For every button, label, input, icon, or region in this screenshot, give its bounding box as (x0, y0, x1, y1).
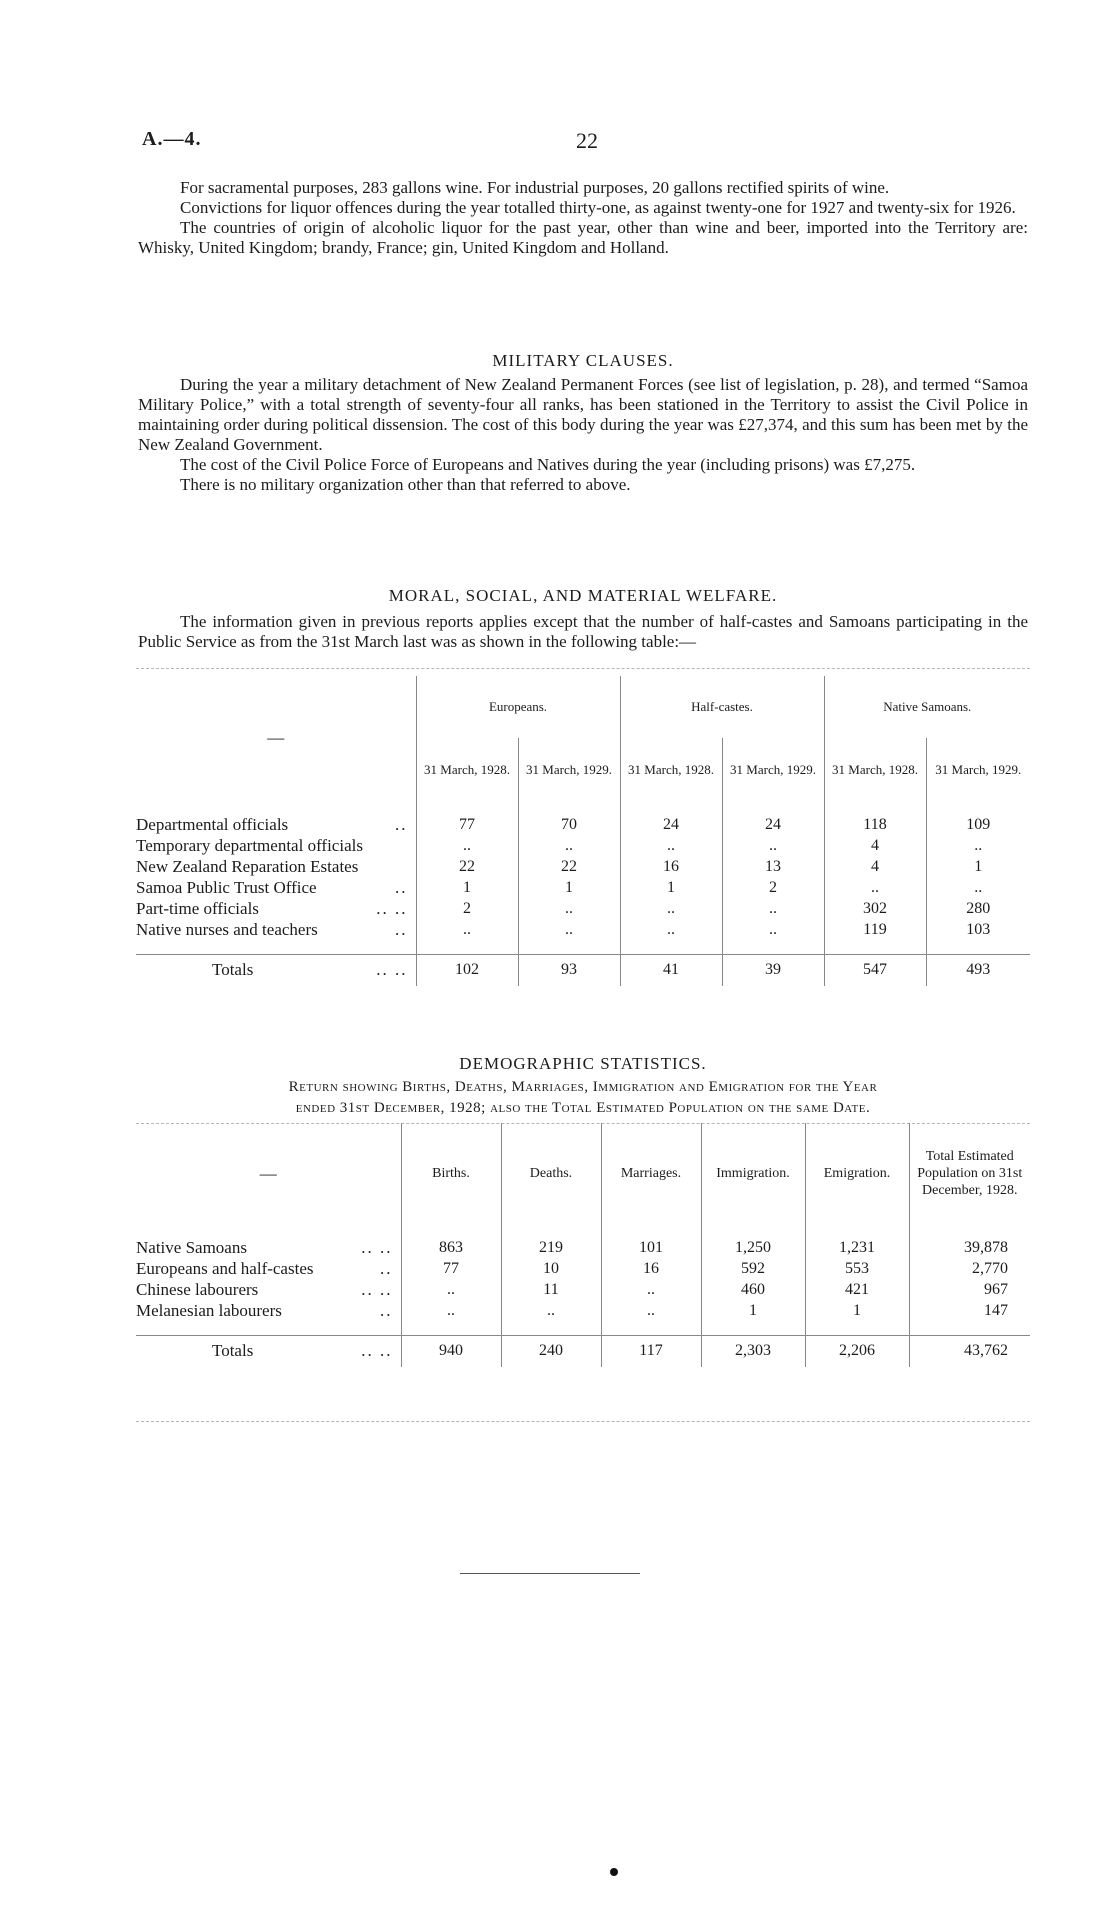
table-cell: 863 (401, 1237, 501, 1258)
row-label: Native nurses and teachers .. (136, 919, 408, 939)
column-header-marriages: Marriages. (601, 1123, 701, 1223)
total-cell: 43,762 (909, 1335, 1030, 1367)
table-cell: .. (722, 835, 824, 856)
table-cell: 1,231 (805, 1237, 909, 1258)
table-row (136, 814, 1030, 835)
table-cell: 119 (824, 919, 926, 940)
table-stub-header: — (259, 1163, 277, 1183)
table-cell: 39,878 (909, 1237, 1030, 1258)
table-row (136, 877, 1030, 898)
table-cell: 421 (805, 1279, 909, 1300)
table-row (136, 835, 1030, 856)
total-cell: 2,206 (805, 1335, 909, 1367)
dot-mark (610, 1868, 618, 1876)
demographic-heading: DEMOGRAPHIC STATISTICS. (459, 1054, 707, 1073)
table-cell: 13 (722, 856, 824, 877)
row-label: Chinese labourers .. .. (136, 1279, 393, 1299)
military-heading: MILITARY CLAUSES. (492, 351, 674, 370)
total-cell: 240 (501, 1335, 601, 1367)
table-cell: .. (722, 898, 824, 919)
table-cell: 2 (722, 877, 824, 898)
table-cell: 103 (926, 919, 1030, 940)
total-cell: 117 (601, 1335, 701, 1367)
row-label: Temporary departmental officials (136, 835, 363, 855)
column-header-total-population: Total Estimated Population on 31st December, 1928. (909, 1123, 1030, 1223)
table-cell: 592 (701, 1258, 805, 1279)
column-header: 31 March, 1928. (824, 738, 926, 800)
totals-label: Totals .. .. (136, 1335, 401, 1367)
total-cell: 102 (416, 954, 518, 986)
column-header: 31 March, 1928. (416, 738, 518, 800)
table-cell: 118 (824, 814, 926, 835)
table-cell: 24 (620, 814, 722, 835)
demo-table-bottom-rule (136, 1421, 1030, 1422)
table-cell: 4 (824, 856, 926, 877)
table-cell: 109 (926, 814, 1030, 835)
column-header: 31 March, 1929. (722, 738, 824, 800)
table-stub-header: — (267, 728, 285, 747)
table-cell: 101 (601, 1237, 701, 1258)
page-number: 22 (576, 128, 598, 153)
paragraph-military-detachment: During the year a military detachment of New Zealand Permanent Forces (see list of legislation, p. 28), and termed “Samoa Military Police,” with a total strength of seventy-four all ranks, has been stationed in the Territory to assist the Civil Police in maintaining order during political dissension. The cost of this body during the year was £27,374, and this sum has been met by the New Zealand Government. (138, 375, 1028, 454)
demographic-table (136, 1123, 1030, 1367)
demographic-subheading-line1: Return showing Births, Deaths, Marriages, Immigration and Emigration for the Year (288, 1079, 878, 1095)
total-cell: 93 (518, 954, 620, 986)
table-cell: 11 (501, 1279, 601, 1300)
table-cell: 2,770 (909, 1258, 1030, 1279)
paragraph-welfare-info: The information given in previous reports applies except that the number of half-castes and Samoans participating in the Public Service as from the 31st March last was as shown in the following table:— (138, 612, 1028, 651)
table-row (136, 1258, 1030, 1279)
row-label: Native Samoans .. .. (136, 1237, 393, 1257)
welfare-heading: MORAL, SOCIAL, AND MATERIAL WELFARE. (388, 586, 778, 605)
table-cell: .. (518, 835, 620, 856)
totals-label: Totals .. .. (136, 954, 416, 986)
table-cell: 70 (518, 814, 620, 835)
table-cell: 77 (401, 1258, 501, 1279)
table-cell: .. (601, 1279, 701, 1300)
table-cell: .. (518, 898, 620, 919)
table-cell: .. (518, 919, 620, 940)
group-header-native-samoans: Native Samoans. (824, 676, 1030, 738)
total-cell: 493 (926, 954, 1030, 986)
total-cell: 39 (722, 954, 824, 986)
column-header-deaths: Deaths. (501, 1123, 601, 1223)
paragraph-civil-police: The cost of the Civil Police Force of Europeans and Natives during the year (including prisons) was £7,275. (180, 455, 916, 474)
table-cell: 553 (805, 1258, 909, 1279)
table-cell: 2 (416, 898, 518, 919)
table-row (136, 1300, 1030, 1321)
table-cell: 147 (909, 1300, 1030, 1321)
table-cell: .. (620, 919, 722, 940)
total-cell: 2,303 (701, 1335, 805, 1367)
table-row (136, 856, 1030, 877)
table-cell: .. (416, 835, 518, 856)
group-header-europeans: Europeans. (416, 676, 620, 738)
paragraph-sacramental: For sacramental purposes, 283 gallons wine. For industrial purposes, 20 gallons rectified spirits of wine. (180, 178, 890, 197)
totals-row (136, 1335, 1030, 1367)
total-cell: 41 (620, 954, 722, 986)
table-cell: .. (401, 1300, 501, 1321)
table-cell: 280 (926, 898, 1030, 919)
table-cell: 1 (416, 877, 518, 898)
group-header-half-castes: Half-castes. (620, 676, 824, 738)
table-cell: .. (926, 835, 1030, 856)
table-cell: 967 (909, 1279, 1030, 1300)
column-header: 31 March, 1929. (926, 738, 1030, 800)
row-label: Departmental officials .. (136, 814, 408, 834)
table-cell: 219 (501, 1237, 601, 1258)
row-label: Europeans and half-castes .. (136, 1258, 393, 1278)
table-cell: 1 (805, 1300, 909, 1321)
table-cell: .. (601, 1300, 701, 1321)
table-cell: 1 (518, 877, 620, 898)
welfare-text (138, 612, 1028, 652)
table-cell: 460 (701, 1279, 805, 1300)
closing-rule (460, 1573, 640, 1574)
column-header-emigration: Emigration. (805, 1123, 909, 1223)
table-cell: 1 (926, 856, 1030, 877)
table-row (136, 898, 1030, 919)
table-cell: .. (620, 835, 722, 856)
demographic-subheading-line2: ended 31st December, 1928; also the Total Estimated Population on the same Date. (295, 1100, 871, 1116)
table-cell: .. (926, 877, 1030, 898)
row-label: Samoa Public Trust Office .. (136, 877, 408, 897)
table-cell: 4 (824, 835, 926, 856)
table-cell: 16 (601, 1258, 701, 1279)
table-cell: .. (620, 898, 722, 919)
paragraph-no-organization: There is no military organization other than that referred to above. (180, 475, 631, 494)
military-text (138, 375, 1028, 495)
total-cell: 940 (401, 1335, 501, 1367)
table-cell: .. (416, 919, 518, 940)
table-cell: 16 (620, 856, 722, 877)
table-cell: 22 (518, 856, 620, 877)
table-cell: 24 (722, 814, 824, 835)
column-header-births: Births. (401, 1123, 501, 1223)
document-code: A.—4. (142, 128, 202, 150)
table-cell: 1 (620, 877, 722, 898)
totals-row (136, 954, 1030, 986)
row-label: New Zealand Reparation Estates (136, 856, 359, 876)
table-cell: 10 (501, 1258, 601, 1279)
table-cell: 302 (824, 898, 926, 919)
paragraph-liquor-origins: The countries of origin of alcoholic liquor for the past year, other than wine and beer, imported into the Territory are: Whisky, United Kingdom; brandy, France; gin, United Kingdom and Holland. (138, 218, 1028, 257)
table-cell: .. (401, 1279, 501, 1300)
table-cell: 1 (701, 1300, 805, 1321)
paragraph-convictions: Convictions for liquor offences during the year totalled thirty-one, as against twenty-one for 1927 and twenty-six for 1926. (180, 198, 1016, 217)
column-header: 31 March, 1929. (518, 738, 620, 800)
table-cell: .. (501, 1300, 601, 1321)
total-cell: 547 (824, 954, 926, 986)
public-service-table (136, 676, 1030, 986)
table-cell: 77 (416, 814, 518, 835)
column-header: 31 March, 1928. (620, 738, 722, 800)
table-top-rule (136, 668, 1030, 669)
table-cell: .. (722, 919, 824, 940)
row-label: Melanesian labourers .. (136, 1300, 393, 1320)
column-header-immigration: Immigration. (701, 1123, 805, 1223)
table-row (136, 1237, 1030, 1258)
table-cell: 22 (416, 856, 518, 877)
row-label: Part-time officials .. .. (136, 898, 408, 918)
table-row (136, 919, 1030, 940)
table-cell: 1,250 (701, 1237, 805, 1258)
table-row (136, 1279, 1030, 1300)
intro-text (138, 178, 1028, 258)
table-cell: .. (824, 877, 926, 898)
